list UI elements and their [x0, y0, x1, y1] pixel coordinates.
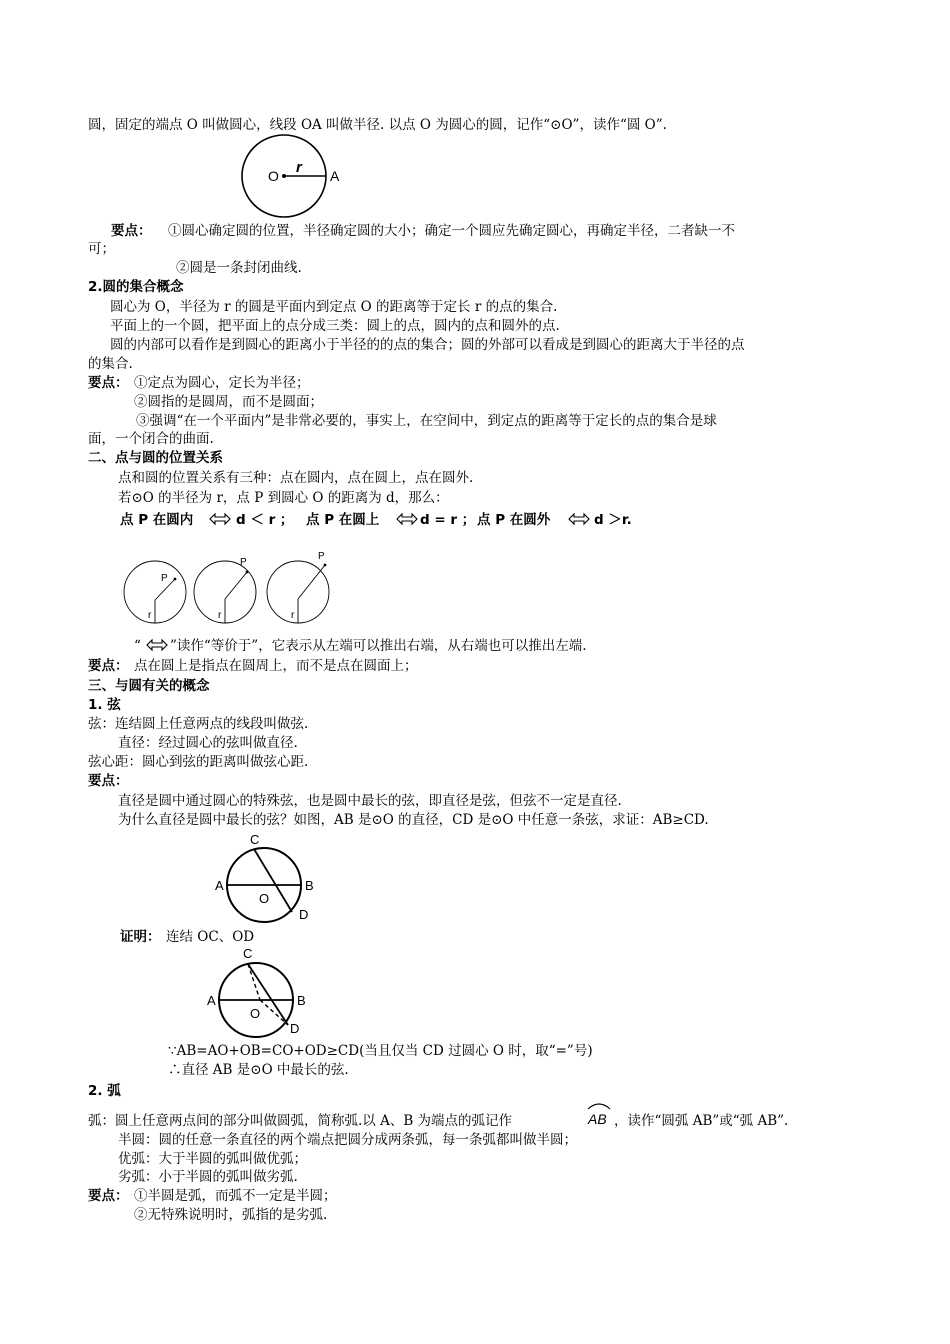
label-c: C	[243, 946, 253, 961]
definition: 弦心距：圆心到弦的距离叫做弦心距.	[88, 754, 309, 770]
radius-label: r	[296, 159, 302, 176]
label-a: A	[215, 878, 224, 893]
subsection-heading: 1. 弦	[88, 697, 121, 713]
arc-notation	[585, 1098, 613, 1128]
point-label: P	[240, 557, 247, 568]
equivalent-icon	[396, 512, 418, 526]
definition: 直径：经过圆心的弦叫做直径.	[118, 735, 298, 751]
keypoint-item: ①半圆是弧，而弧不一定是半圆；	[134, 1188, 337, 1204]
paragraph: 平面上的一个圆，把平面上的点分成三类：圆上的点，圆内的点和圆外的点.	[110, 318, 560, 334]
keypoint-item: ②圆指的是圆周，而不是圆面；	[134, 394, 323, 410]
paragraph: 圆的内部可以看作是到圆心的距离小于半径的的点的集合；圆的外部可以看成是到圆心的距离大于半径的点	[110, 337, 745, 353]
point-label: P	[161, 573, 168, 584]
keypoint-item: 点在圆上是指点在圆周上，而不是点在圆面上；	[134, 658, 418, 674]
equivalent-icon	[568, 512, 590, 526]
arc-symbol: AB	[588, 1111, 607, 1127]
keypoint-item-2: ②圆是一条封闭曲线.	[176, 260, 302, 276]
label-b: B	[305, 878, 314, 893]
endpoint-label: A	[330, 168, 340, 184]
paragraph: 点和圆的位置关系有三种：点在圆内，点在圆上，点在圆外.	[118, 470, 474, 486]
keypoint-label: 要点：	[88, 1188, 129, 1204]
keypoint-label: 要点：	[88, 658, 129, 674]
keypoint-label: 要点：	[111, 223, 152, 239]
label-a: A	[207, 993, 216, 1008]
equiv-quote-open: “	[134, 638, 141, 654]
relation-outside-cond: d ＞r.	[594, 512, 632, 528]
label-d: D	[290, 1021, 300, 1036]
relation-outside: 点 P 在圆外	[477, 512, 551, 528]
definition-cont: ，读作“圆弧 AB”或“弧 AB”.	[614, 1113, 789, 1129]
proof-text: 连结 OC、OD	[166, 929, 255, 945]
chord-figure	[212, 826, 324, 926]
section-heading: 2.圆的集合概念	[88, 279, 184, 295]
relation-on: 点 P 在圆上	[306, 512, 380, 528]
definition: 劣弧：小于半圆的弧叫做劣弧.	[118, 1169, 298, 1185]
radius-label: r	[291, 610, 295, 621]
label-c: C	[250, 832, 260, 847]
keypoint-item: ②无特殊说明时，弧指的是劣弧.	[134, 1207, 328, 1223]
relation-on-cond: d = r ；	[420, 512, 476, 528]
definition: 半圆：圆的任意一条直径的两个端点把圆分成两条弧，每一条弧都叫做半圆；	[118, 1132, 577, 1148]
paragraph-cont: 的集合.	[88, 356, 133, 372]
keypoint-item-1: ①圆心确定圆的位置，半径确定圆的大小；确定一个圆应先确定圆心，再确定半径，二者缺一不	[168, 223, 735, 239]
equivalent-icon	[209, 512, 231, 526]
keypoint-item: ③强调“在一个平面内”是非常必要的，事实上，在空间中，到定点的距离等于定长的点的集合是球	[136, 413, 717, 429]
subsection-heading: 2. 弧	[88, 1083, 121, 1099]
paragraph: 为什么直径是圆中最长的弦？如图，AB 是⊙O 的直径，CD 是⊙O 中任意一条弦，求证：AB≥CD.	[118, 812, 709, 828]
equiv-explanation: ”读作“等价于”，它表示从左端可以推出右端，从右端也可以推出左端.	[170, 638, 587, 654]
arc-icon	[588, 1104, 610, 1109]
definition: 弧：圆上任意两点间的部分叫做圆弧，简称弧.以 A、B 为端点的弧记作	[88, 1113, 513, 1129]
section-heading: 三、与圆有关的概念	[88, 678, 210, 694]
paragraph: 若⊙O 的半径为 r，点 P 到圆心 O 的距离为 d，那么：	[118, 490, 449, 506]
segment-oc	[248, 964, 260, 1000]
definition: 弦：连结圆上任意两点的线段叫做弦.	[88, 716, 309, 732]
keypoint-label: 要点：	[88, 773, 129, 789]
label-d: D	[299, 907, 309, 922]
point-label: P	[318, 551, 325, 562]
proof-figure	[204, 942, 316, 1042]
center-label: O	[268, 168, 279, 184]
paragraph: 直径是圆中通过圆心的特殊弦，也是圆中最长的弦，即直径是弦，但弦不一定是直径.	[118, 793, 622, 809]
keypoint-item-cont: 面，一个闭合的曲面.	[88, 431, 214, 447]
proof-label: 证明：	[120, 929, 161, 945]
paragraph: 圆心为 O，半径为 r 的圆是平面内到定点 O 的距离等于定长 r 的点的集合.	[110, 299, 558, 315]
point-circle-figures	[120, 548, 340, 630]
keypoint-item-1-cont: 可；	[88, 241, 115, 257]
keypoint-item: ①定点为圆心，定长为半径；	[134, 375, 310, 391]
keypoint-label: 要点：	[88, 375, 129, 391]
label-o: O	[259, 891, 270, 906]
radius-label: r	[148, 610, 152, 621]
relation-inside-cond: d ＜ r ；	[236, 512, 294, 528]
section-heading: 二、点与圆的位置关系	[88, 450, 223, 466]
intro-line: 圆，固定的端点 O 叫做圆心，线段 OA 叫做半径. 以点 O 为圆心的圆，记作“⊙O”，读作“圆 O”.	[88, 117, 667, 133]
definition: 优弧：大于半圆的弧叫做优弧；	[118, 1151, 307, 1167]
circle-radius-figure	[238, 134, 338, 220]
proof-step: ∵AB=AO+OB=CO+OD≥CD(当且仅当 CD 过圆心 O 时，取“=”号)	[168, 1043, 593, 1059]
relation-inside: 点 P 在圆内	[120, 512, 194, 528]
proof-step: ∴直径 AB 是⊙O 中最长的弦.	[168, 1062, 349, 1078]
label-o: O	[250, 1006, 261, 1021]
equivalent-icon	[146, 638, 168, 652]
label-b: B	[297, 993, 306, 1008]
radius-label: r	[218, 610, 222, 621]
